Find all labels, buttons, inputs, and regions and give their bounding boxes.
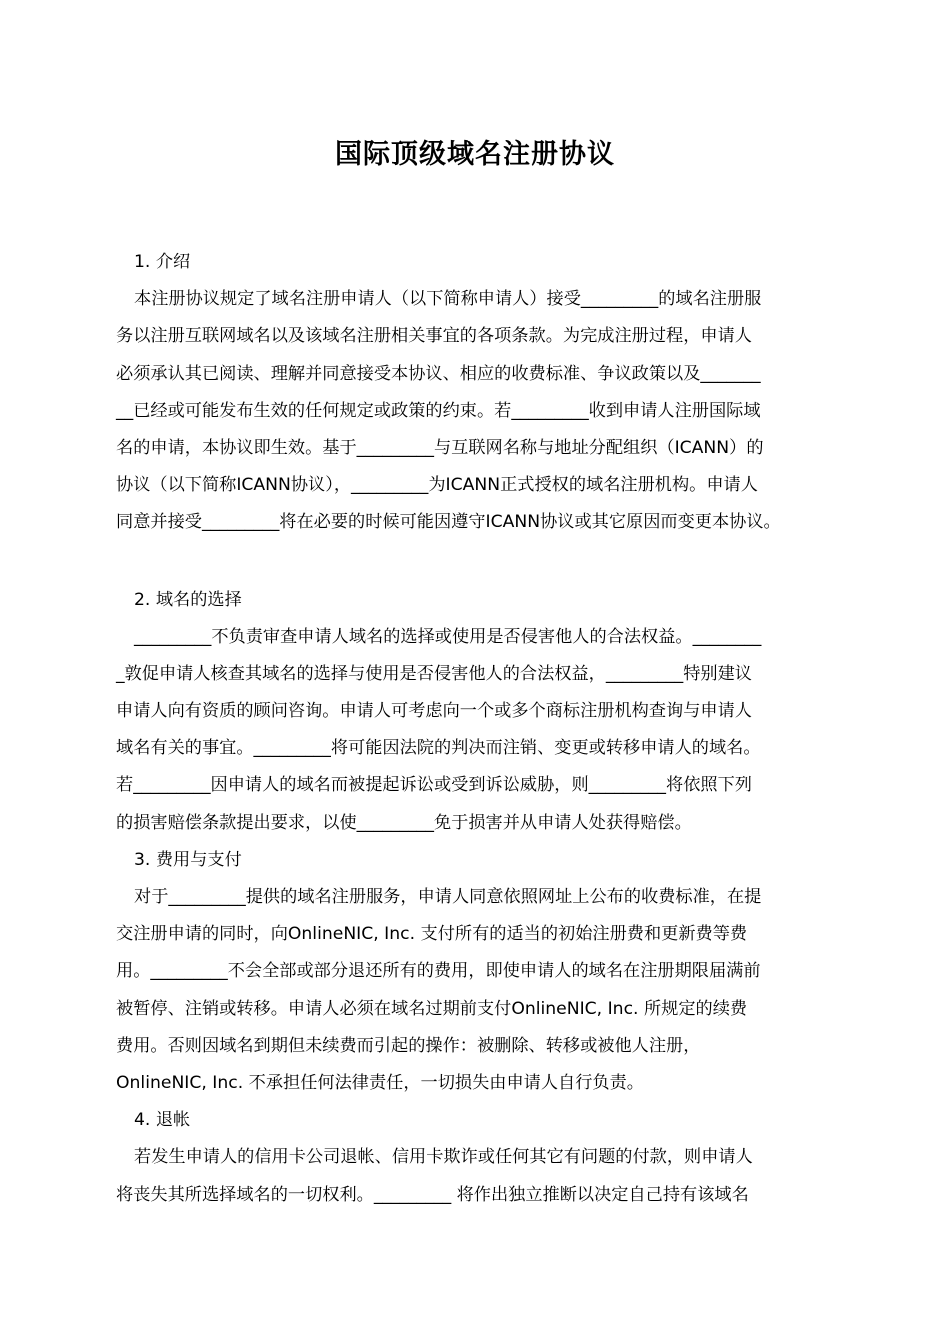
paragraph-line: 若发生申请人的信用卡公司退帐、信用卡欺诈或任何其它有问题的付款，则申请人 [134,1147,753,1168]
paragraph-line: 务以注册互联网域名以及该域名注册相关事宜的各项条款。为完成注册过程，申请人 [116,326,752,347]
paragraph-line: 申请人向有资质的顾问咨询。申请人可考虑向一个或多个商标注册机构查询与申请人 [116,701,752,722]
paragraph-line: 的损害赔偿条款提出要求，以使_________免于损害并从申请人处获得赔偿。 [116,812,692,833]
paragraph-line: 交注册申请的同时，向OnlineNIC, Inc. 支付所有的适当的初始注册费和更新费等费 [116,924,748,945]
section-spacer [116,542,840,582]
document-body [116,244,840,1214]
paragraph-line: 将丧失其所选择域名的一切权利。_________ 将作出独立推断以决定自己持有该域名 [116,1184,749,1205]
section-heading: 1. 介绍 [134,252,191,272]
section-heading: 4. 退帐 [134,1110,191,1131]
paragraph-line: 名的申请，本协议即生效。基于_________与互联网名称与地址分配组织（ICANN）的 [116,437,764,458]
paragraph-line: 本注册协议规定了域名注册申请人（以下简称申请人）接受_________的域名注册服 [134,289,762,310]
paragraph-line: 对于_________提供的域名注册服务，申请人同意依照网址上公布的收费标准，在提 [134,887,762,907]
paragraph-line: 同意并接受_________将在必要的时候可能因遵守ICANN协议或其它原因而变更本协议。 [116,512,781,533]
paragraph-line: 协议（以下简称ICANN协议），_________为ICANN正式授权的域名注册机构。申请人 [116,475,758,496]
paragraph-line: _敦促申请人核查其域名的选择与使用是否侵害他人的合法权益，_________特别建议 [116,663,752,684]
paragraph-line: 若_________因申请人的域名而被提起诉讼或受到诉讼威胁，则_________将依照下列 [116,775,752,796]
paragraph-line: 费用。否则因域名到期但未续费而引起的操作：被删除、转移或被他人注册， [116,1035,701,1056]
document-title: 国际顶级域名注册协议 [335,139,615,170]
paragraph-line: __已经或可能发布生效的任何规定或政策的约束。若_________收到申请人注册国际域 [116,400,761,421]
paragraph-line: 域名有关的事宜。_________将可能因法院的判决而注销、变更或转移申请人的域名。 [116,738,761,759]
paragraph-line: _________不负责审查申请人域名的选择或使用是否侵害他人的合法权益。________ [134,626,762,647]
paragraph-line: OnlineNIC, Inc. 不承担任何法律责任，一切损失由申请人自行负责。 [116,1072,644,1093]
section-heading: 3. 费用与支付 [134,849,242,870]
paragraph-line: 被暂停、注销或转移。申请人必须在域名过期前支付OnlineNIC, Inc. 所规定的续费 [116,998,748,1019]
paragraph-line: 用。_________不会全部或部分退还所有的费用，即使申请人的域名在注册期限届满前 [116,961,761,982]
paragraph-line: 必须承认其已阅读、理解并同意接受本协议、相应的收费标准、争议政策以及_______ [116,363,761,384]
section-heading: 2. 域名的选择 [134,589,242,610]
